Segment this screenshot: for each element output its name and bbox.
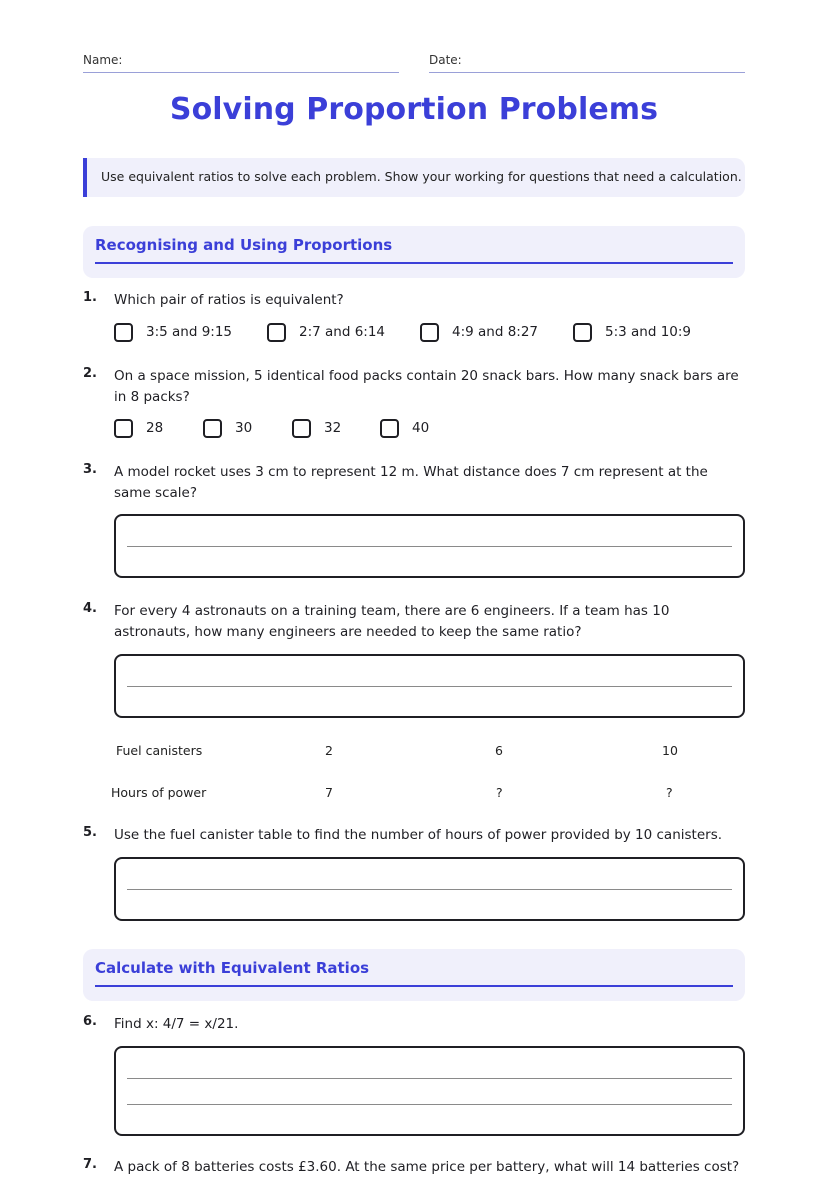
table-row-label: Hours of power: [111, 785, 207, 800]
table-cell: 7: [325, 785, 333, 800]
table-cell: 2: [325, 743, 333, 758]
instructions-text: Use equivalent ratios to solve each problem. Show your working for questions that need a calculation.: [101, 169, 742, 184]
checkbox[interactable]: [267, 323, 286, 342]
question-number: 3.: [83, 462, 97, 477]
question-text: Which pair of ratios is equivalent?: [114, 292, 344, 308]
option-label: 2:7 and 6:14: [299, 324, 386, 340]
option-label: 40: [412, 420, 430, 436]
table-cell: 6: [495, 743, 503, 758]
section-header-equivalent-ratios: [83, 949, 745, 1001]
checkbox[interactable]: [292, 419, 311, 438]
option-label: 3:5 and 9:15: [146, 324, 233, 340]
date-field[interactable]: [429, 52, 745, 73]
checkbox[interactable]: [420, 323, 439, 342]
page-title: Solving Proportion Problems: [169, 92, 659, 127]
q6-answer-box[interactable]: [114, 1046, 745, 1136]
question-number: 7.: [83, 1157, 97, 1172]
table-cell: ?: [496, 785, 503, 800]
name-label: Name:: [83, 53, 123, 67]
worksheet-page: [83, 0, 745, 1175]
question-number: 5.: [83, 825, 97, 840]
option-label: 32: [324, 420, 342, 436]
name-field[interactable]: [83, 52, 399, 73]
table-cell: ?: [666, 785, 673, 800]
checkbox[interactable]: [203, 419, 222, 438]
answer-line: [127, 1078, 732, 1079]
q4-answer-box[interactable]: [114, 654, 745, 718]
option-label: 5:3 and 10:9: [605, 324, 692, 340]
q3-answer-box[interactable]: [114, 514, 745, 578]
question-number: 6.: [83, 1014, 97, 1029]
question-number: 1.: [83, 290, 97, 305]
table-cell: 10: [662, 743, 678, 758]
question-text: On a space mission, 5 identical food packs contain 20 snack bars. How many snack bars are in 8 packs?: [114, 368, 739, 405]
option-label: 30: [235, 420, 253, 436]
question-number: 2.: [83, 366, 97, 381]
section-rule: [95, 985, 733, 987]
answer-line: [127, 1104, 732, 1105]
question-text: A pack of 8 batteries costs £3.60. At the same price per battery, what will 14 batteries cost?: [114, 1159, 740, 1175]
question-text: Find x: 4/7 = x/21.: [114, 1016, 239, 1032]
question-text: A model rocket uses 3 cm to represent 12 m. What distance does 7 cm represent at the same scale?: [114, 464, 708, 501]
checkbox[interactable]: [380, 419, 399, 438]
checkbox[interactable]: [114, 419, 133, 438]
answer-line: [127, 686, 732, 687]
section-title: Recognising and Using Proportions: [95, 236, 393, 254]
answer-line: [127, 889, 732, 890]
q5-answer-box[interactable]: [114, 857, 745, 921]
answer-line: [127, 546, 732, 547]
section-rule: [95, 262, 733, 264]
section-title: Calculate with Equivalent Ratios: [95, 959, 370, 977]
checkbox[interactable]: [114, 323, 133, 342]
date-label: Date:: [429, 53, 462, 67]
question-number: 4.: [83, 601, 97, 616]
section-header-proportions: [83, 226, 745, 278]
instructions-box: [83, 158, 745, 197]
table-row-label: Fuel canisters: [116, 743, 203, 758]
question-text: For every 4 astronauts on a training team, there are 6 engineers. If a team has 10 astronauts, how many engineers are needed to keep the same ratio?: [114, 603, 670, 640]
option-label: 28: [146, 420, 164, 436]
option-label: 4:9 and 8:27: [452, 324, 539, 340]
checkbox[interactable]: [573, 323, 592, 342]
question-text: Use the fuel canister table to find the number of hours of power provided by 10 canisters.: [114, 827, 723, 843]
